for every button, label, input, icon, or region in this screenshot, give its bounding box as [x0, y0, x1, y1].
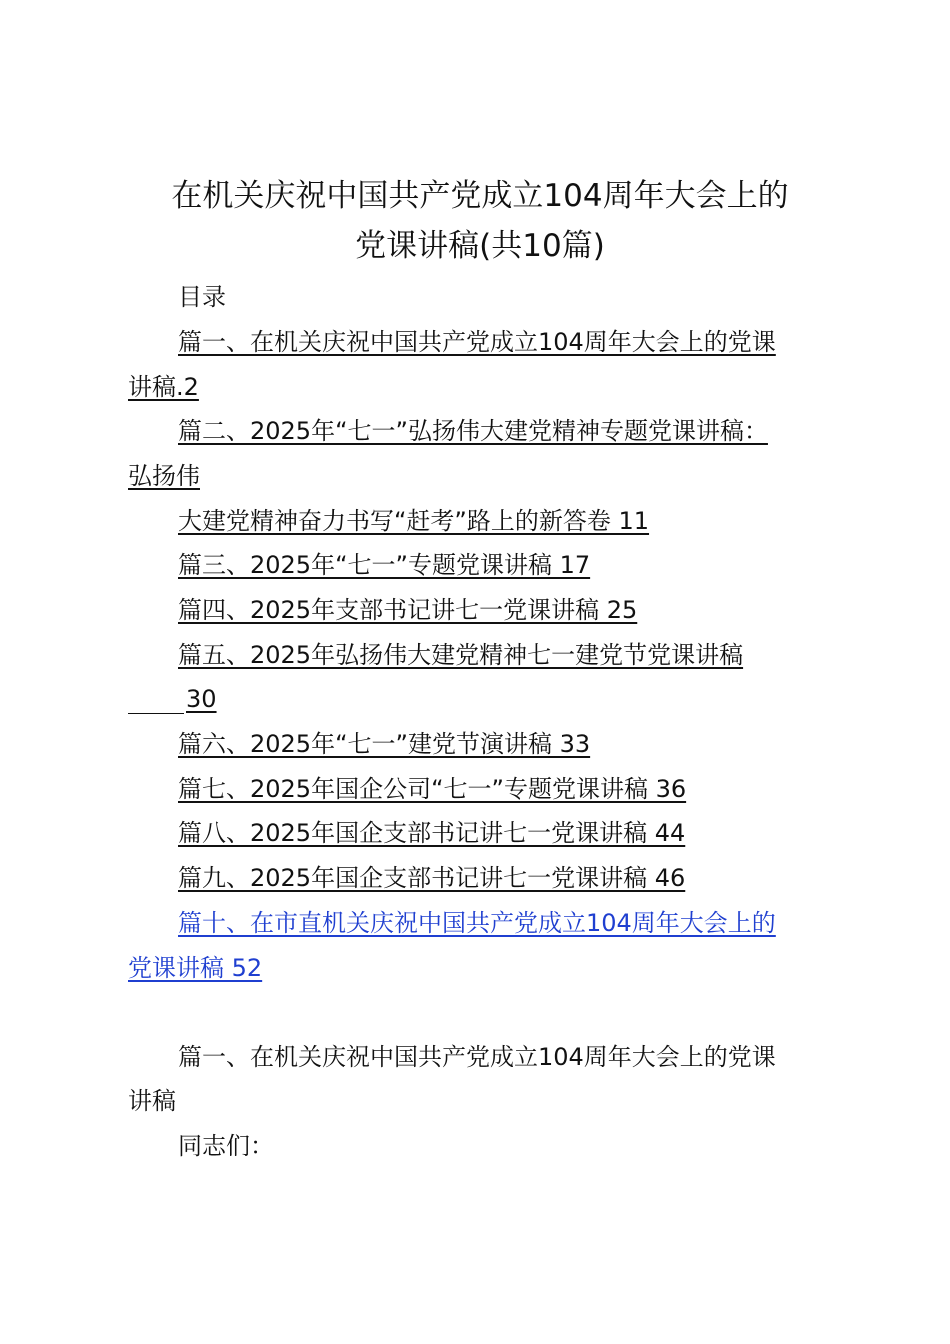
toc-entry-2-line-1[interactable]: 篇二、2025年“七一”弘扬伟大建党精神专题党课讲稿：	[178, 417, 768, 445]
section-heading-line-1: 篇一、在机关庆祝中国共产党成立104周年大会上的党课	[178, 1043, 776, 1071]
toc-entry-1-line-2[interactable]: 讲稿.2	[128, 373, 199, 401]
document-title-line-2: 党课讲稿(共10篇)	[355, 228, 605, 264]
toc-entry-2-line-2[interactable]: 弘扬伟	[128, 462, 200, 490]
toc-entry-8[interactable]: 篇八、2025年国企支部书记讲七一党课讲稿 44	[178, 819, 686, 847]
toc-entry-6[interactable]: 篇六、2025年“七一”建党节演讲稿 33	[178, 730, 591, 758]
document-title-line-1: 在机关庆祝中国共产党成立104周年大会上的	[171, 178, 789, 214]
toc-entry-4[interactable]: 篇四、2025年支部书记讲七一党课讲稿 25	[178, 596, 638, 624]
toc-entry-5-line-1[interactable]: 篇五、2025年弘扬伟大建党精神七一建党节党课讲稿	[178, 641, 744, 669]
toc-leader-underline	[128, 687, 184, 714]
toc-entry-7[interactable]: 篇七、2025年国企公司“七一”专题党课讲稿 36	[178, 775, 687, 803]
toc-entry-1-line-1[interactable]: 篇一、在机关庆祝中国共产党成立104周年大会上的党课	[178, 328, 776, 356]
toc-entry-3[interactable]: 篇三、2025年“七一”专题党课讲稿 17	[178, 551, 591, 579]
section-heading-line-2: 讲稿	[128, 1087, 176, 1115]
toc-entry-10-line-2[interactable]: 党课讲稿 52	[128, 954, 263, 982]
toc-entry-2-line-3[interactable]: 大建党精神奋力书写“赶考”路上的新答卷 11	[178, 507, 650, 535]
toc-entry-5-page[interactable]: 30	[186, 685, 217, 713]
toc-entry-5-line-2[interactable]	[128, 684, 217, 714]
salutation: 同志们：	[178, 1132, 274, 1160]
toc-entry-10-line-1[interactable]: 篇十、在市直机关庆祝中国共产党成立104周年大会上的	[178, 909, 776, 937]
toc-heading: 目录	[178, 283, 226, 311]
toc-entry-9[interactable]: 篇九、2025年国企支部书记讲七一党课讲稿 46	[178, 864, 686, 892]
